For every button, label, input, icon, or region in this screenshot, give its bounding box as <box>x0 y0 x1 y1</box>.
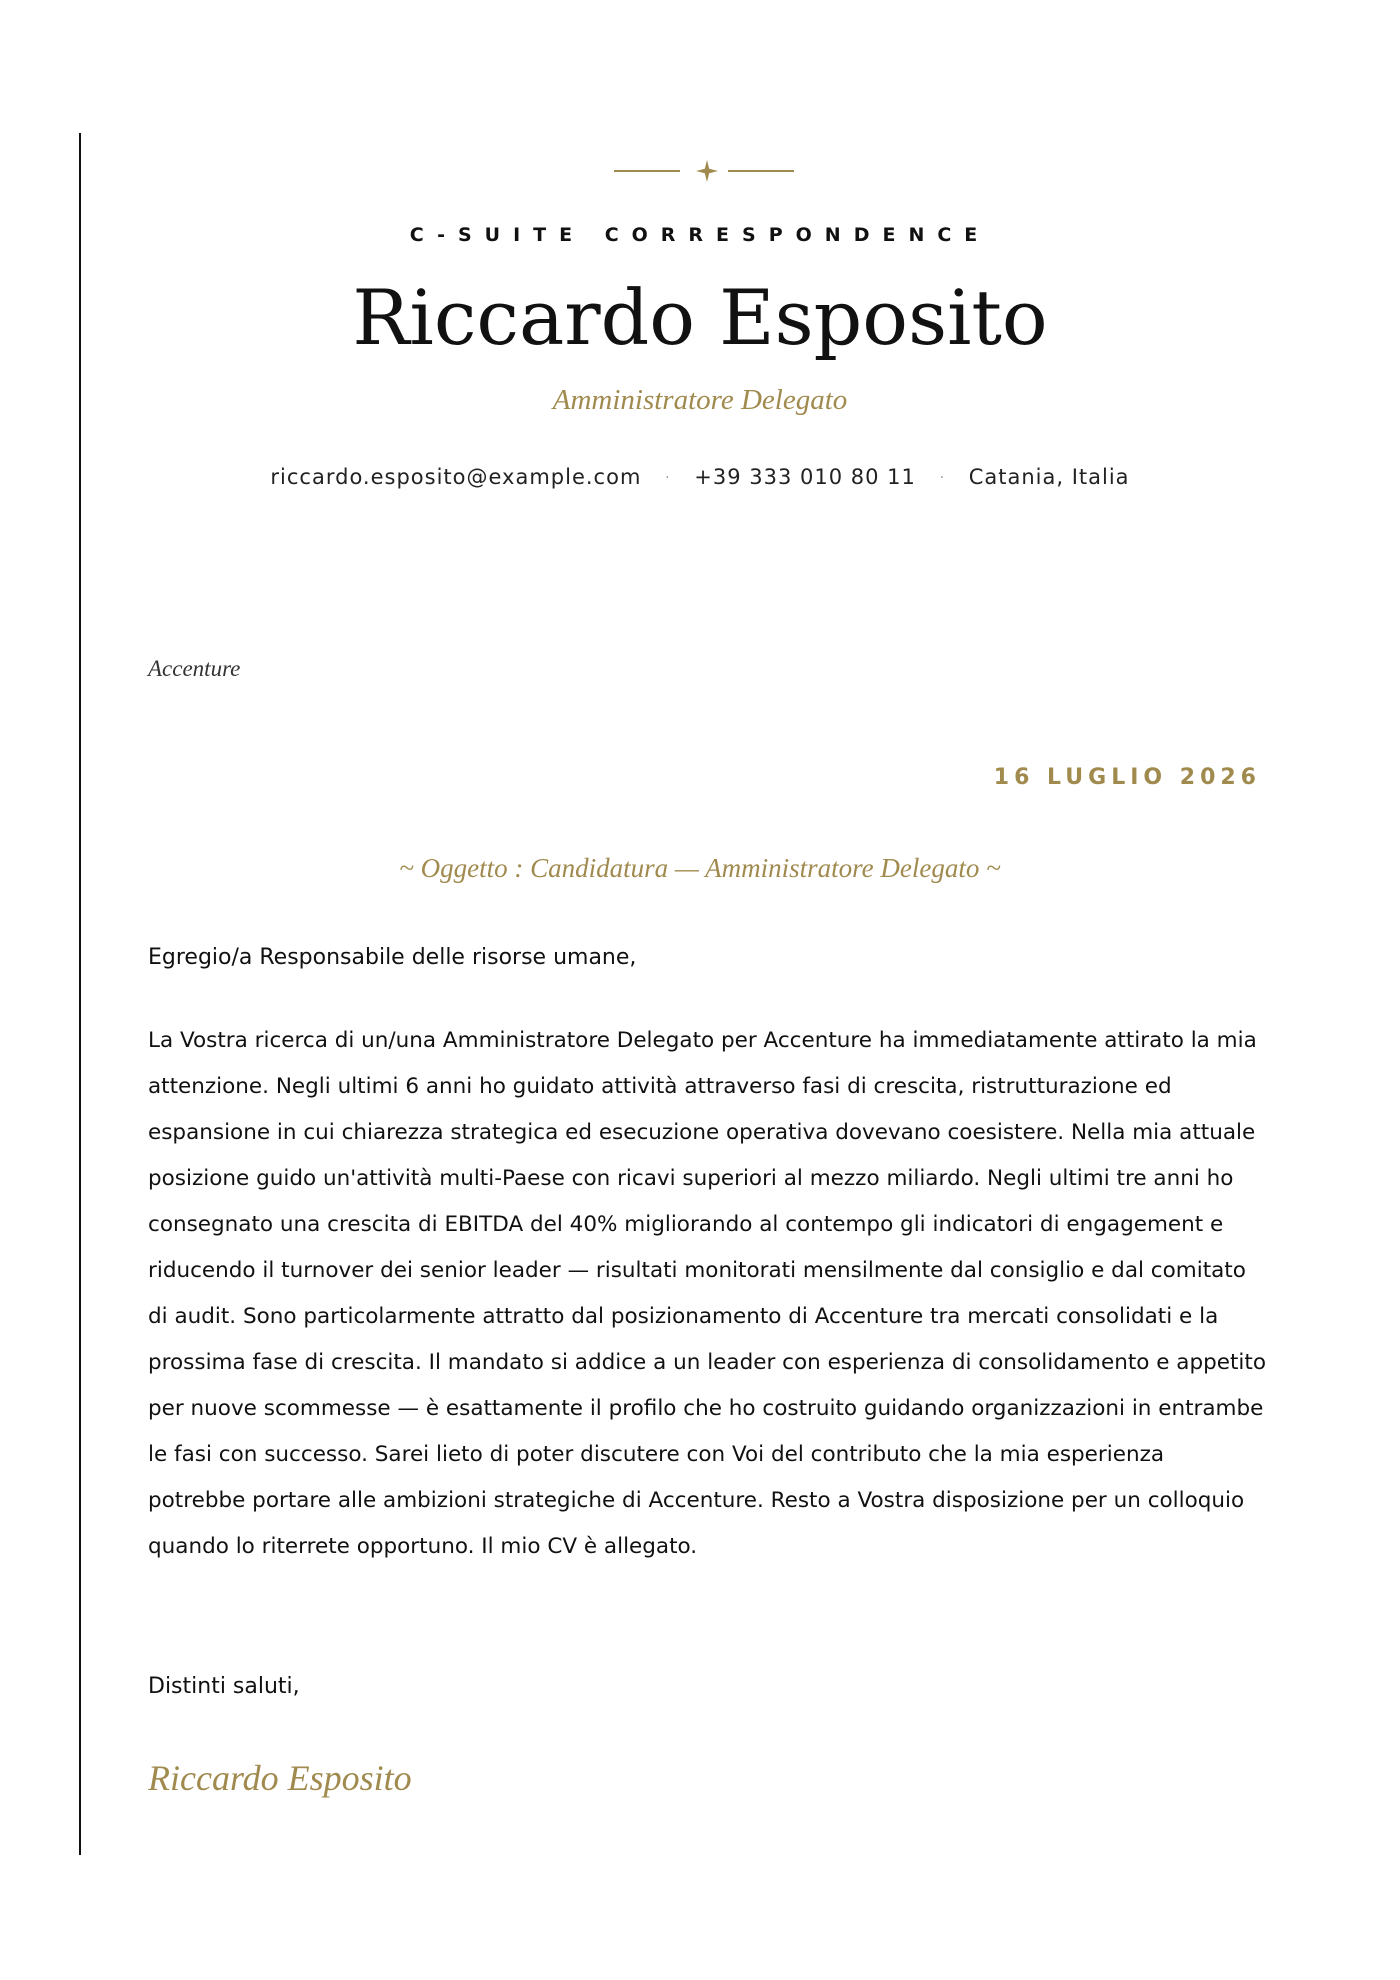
sender-role: Amministratore Delegato <box>552 384 848 416</box>
contact-line <box>0 465 1400 489</box>
contact-separator: · <box>939 470 946 486</box>
closing: Distinti saluti, <box>148 1674 300 1699</box>
contact-location: Catania, Italia <box>968 465 1130 489</box>
header-ornament <box>0 156 1400 186</box>
letter-body: La Vostra ricerca di un/una Amministratore Delegato per Accenture ha immediatamente attirato la mia attenzione. Negli ultimi 6 anni ho guidato attività attraverso fasi di crescita, ristrutturazione ed espansione in cui chiarezza strategica ed esecuzione operativa dovevano coesistere. Nella mia attuale posizione guido un'attività multi-Paese con ricavi superiori al mezzo miliardo. Negli ultimi tre anni ho consegnato una crescita di EBITDA del 40% migliorando al contempo gli indicatori di engagement e riducendo il turnover dei senior leader — risultati monitorati mensilmente dal consiglio e dal comitato di audit. Sono particolarmente attratto dal posizionamento di Accenture tra mercati consolidati e la prossima fase di crescita. Il mandato si addice a un leader con esperienza di consolidamento e appetito per nuove scommesse — è esattamente il profilo che ho costruito guidando organizzazioni in entrambe le fasi con successo. Sarei lieto di poter discutere con Voi del contributo che la mia esperienza potrebbe portare alle ambizioni strategiche di Accenture. Resto a Vostra disposizione per un colloquio quando lo riterrete opportuno. Il mio CV è allegato. <box>148 1028 1266 1559</box>
contact-phone[interactable]: +39 333 010 80 11 <box>694 465 916 489</box>
contact-email[interactable]: riccardo.esposito@example.com <box>270 465 642 489</box>
ornament-line-left <box>614 170 680 172</box>
salutation: Egregio/a Responsabile delle risorse umane, <box>148 945 637 970</box>
header-eyebrow: C-SUITE CORRESPONDENCE <box>409 224 991 246</box>
four-point-star-icon <box>695 159 719 183</box>
sender-name: Riccardo Esposito <box>352 273 1048 362</box>
recipient: Accenture <box>148 656 241 681</box>
letter-date: 16 LUGLIO 2026 <box>993 765 1261 790</box>
signature: Riccardo Esposito <box>148 1758 412 1798</box>
ornament-line-right <box>728 170 794 172</box>
letter-subject: ~ Oggetto : Candidatura — Amministratore Delegato ~ <box>399 853 1001 883</box>
contact-separator: · <box>665 470 671 486</box>
